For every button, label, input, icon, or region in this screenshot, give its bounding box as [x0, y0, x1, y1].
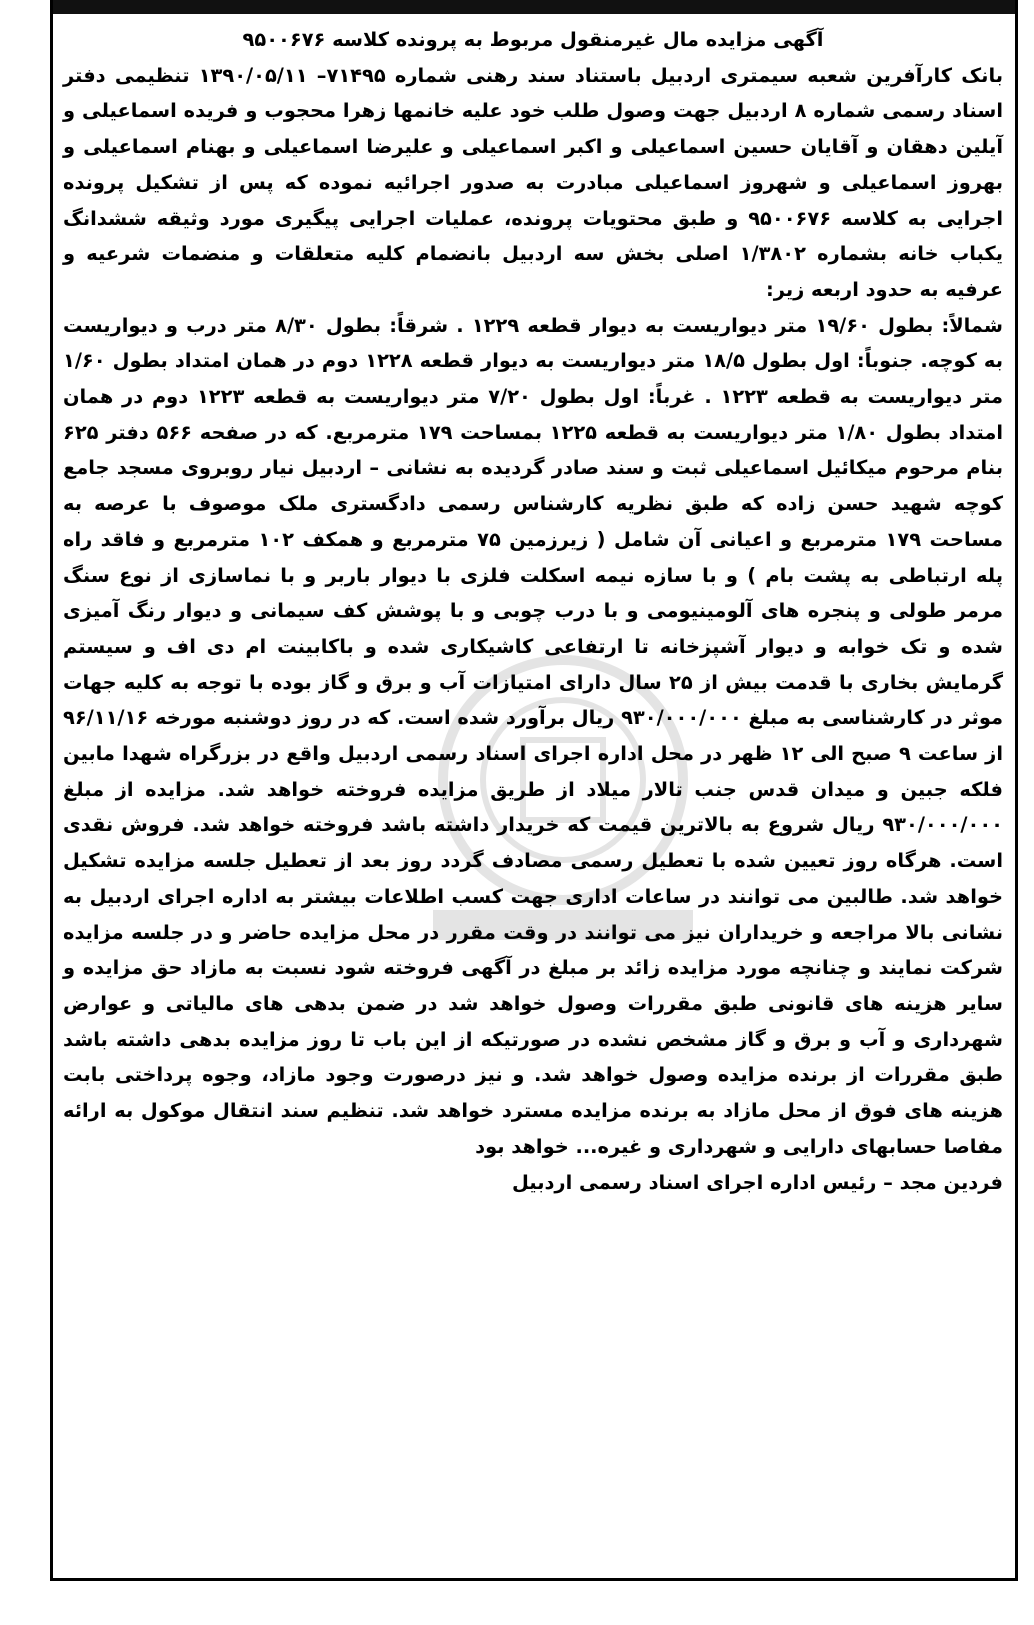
notice-signature: فردین مجد – رئیس اداره اجرای اسناد رسمی اردبیل	[511, 1170, 1003, 1194]
top-border-rule	[53, 0, 1015, 14]
notice-title: آگهی مزایده مال غیرمنقول مربوط به پرونده کلاسه ۹۵۰۰۶۷۶	[242, 28, 824, 51]
auction-notice	[63, 22, 1003, 1200]
notice-sheet	[50, 0, 1018, 1581]
notice-intro-paragraph: بانک کارآفرین شعبه سیمتری اردبیل باستناد سند رهنی شماره ۷۱۴۹۵– ۱۳۹۰/۰۵/۱۱ تنظیمی دفتر اسناد رسمی شماره ۸ اردبیل جهت وصول طلب خود علیه خانمها زهرا محجوب و فریده اسماعیلی و آیلین دهقان و آقایان حسین اسماعیلی و اکبر اسماعیلی و علیرضا اسماعیلی و بهنام اسماعیلی و بهروز اسماعیلی و شهروز اسماعیلی مبادرت به صدور اجرائیه نموده که پس از تشکیل پرونده اجرایی به کلاسه ۹۵۰۰۶۷۶ و طبق محتویات پرونده، عملیات اجرایی پیگیری مورد وثیقه ششدانگ یکباب خانه بشماره ۱/۳۸۰۲ اصلی بخش سه اردبیل بانضمام کلیه متعلقات و منضمات شرعیه و عرفیه به حدود اربعه زیر:	[63, 63, 1004, 301]
notice-body-paragraph: شمالاً: بطول ۱۹/۶۰ متر دیواریست به دیوار قطعه ۱۲۲۹ . شرقاً: بطول ۸/۳۰ متر درب و دیواریست به کوچه. جنوباً: اول بطول ۱۸/۵ متر دیواریست به دیوار قطعه ۱۲۲۸ دوم در همان امتداد بطول ۱/۶۰ متر دیواریست به قطعه ۱۲۲۳ . غرباً: اول بطول ۷/۲۰ متر دیواریست به قطعه ۱۲۲۳ دوم در همان امتداد بطول ۱/۸۰ متر دیواریست به قطعه ۱۲۲۵ بمساحت ۱۷۹ مترمربع. که در صفحه ۵۶۶ دفتر ۶۲۵ بنام مرحوم میکائیل اسماعیلی ثبت و سند صادر گردیده به نشانی – اردبیل نیار روبروی مسجد جامع کوچه شهید حسن زاده که طبق نظریه کارشناس رسمی دادگستری ملک موصوف با عرصه به مساحت ۱۷۹ مترمربع و اعیانی آن شامل ( زیرزمین ۷۵ مترمربع و همکف ۱۰۲ مترمربع و فاقد راه پله ارتباطی به پشت بام ) و با سازه نیمه اسکلت فلزی با دیوار باربر و با نماسازی از نوع سنگ مرمر طولی و پنجره های آلومینیومی و با درب چوبی و با پوشش کف سیمانی و دیوار رنگ آمیزی شده و تک خوابه و دیوار آشپزخانه تا ارتفاعی کاشیکاری شده و باکابینت ام دی اف و سیستم گرمایش بخاری با قدمت بیش از ۲۵ سال دارای امتیازات آب و برق و گاز بوده با توجه به کلیه جهات موثر در کارشناسی به مبلغ ۹۳۰/۰۰۰/۰۰۰ ریال برآورد شده است. که در روز دوشنبه مورخه ۹۶/۱۱/۱۶ از ساعت ۹ صبح الی ۱۲ ظهر در محل اداره اجرای اسناد رسمی اردبیل واقع در بزرگراه شهدا مابین فلکه جبین و میدان قدس جنب تالار میلاد از طریق مزایده فروخته خواهد شد. مزایده از مبلغ ۹۳۰/۰۰۰/۰۰۰ ریال شروع به بالاترین قیمت که خریدار داشته باشد فروخته خواهد شد. فروش نقدی است. هرگاه روز تعیین شده با تعطیل رسمی مصادف گردد روز بعد از تعطیل جلسه مزایده تشکیل خواهد شد. طالبین می توانند در ساعات اداری جهت کسب اطلاعات بیشتر به اداره اجرای اردبیل به نشانی بالا مراجعه و خریداران نیز می توانند در وقت مقرر در محل مزایده حاضر و در جلسه مزایده شرکت نمایند و چنانچه مورد مزایده زائد بر مبلغ در آگهی فروخته شود نسبت به مازاد حق مزایده و سایر هزینه های قانونی طبق مقررات وصول خواهد شد در ضمن بدهی های مالیاتی و عوارض شهرداری و آب و برق و گاز مشخص نشده در صورتیکه از این باب تا روز مزایده بدهی داشته باشد طبق مقررات از برنده مزایده وصول خواهد شد. و نیز درصورت وجود مازاد، وجوه پرداختی بابت هزینه های فوق از محل مازاد به برنده مزایده مسترد خواهد شد. تنظیم سند انتقال موکول به ارائه مفاصا حسابهای دارایی و شهرداری و غیره... خواهد بود	[63, 313, 1004, 1158]
